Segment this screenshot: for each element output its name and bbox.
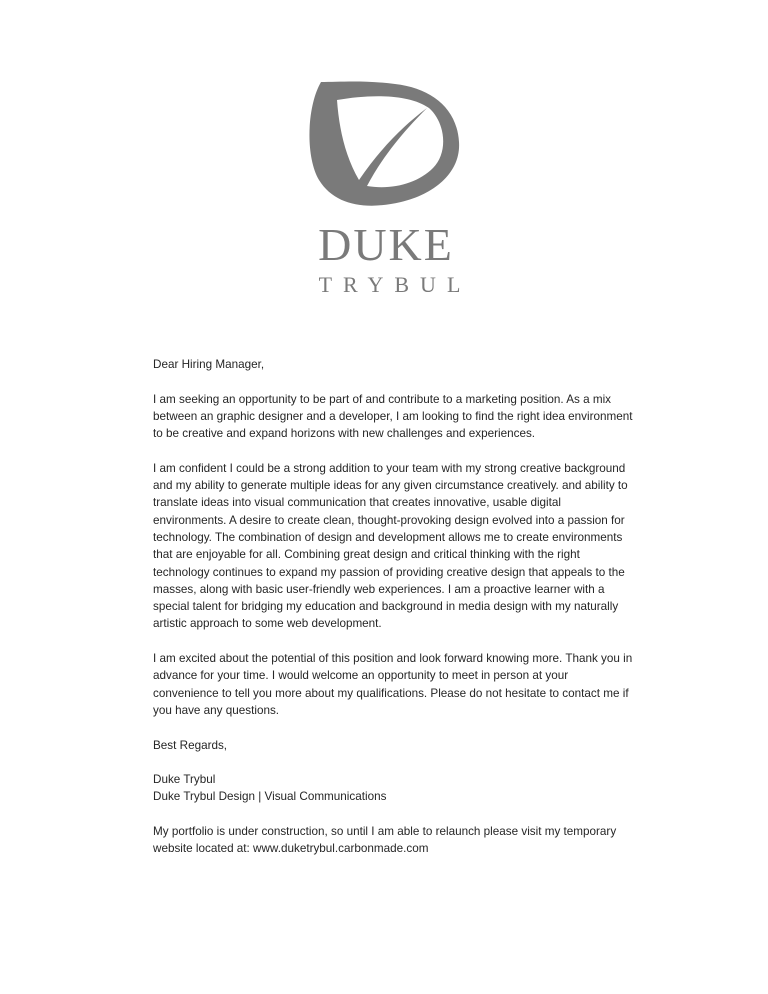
closing: Best Regards, bbox=[153, 738, 228, 752]
logo-wordmark-primary: DUKE bbox=[318, 219, 454, 270]
logo-wordmark-secondary: TRYBUL bbox=[318, 272, 472, 297]
paragraph-closing: I am excited about the potential of this position and look forward knowing more. Thank you in advance for your time. I would welcome an opportunity to meet in person at your convenience to tell you more about my qualifications. Please do not hesitate to contact me if you have any questions. bbox=[153, 652, 633, 717]
salutation: Dear Hiring Manager, bbox=[153, 358, 265, 371]
leaf-icon bbox=[305, 76, 463, 208]
signature-name: Duke Trybul bbox=[153, 773, 216, 787]
paragraph-qualifications: I am confident I could be a strong addition to your team with my strong creative background and my ability to generate multiple ideas for any given circumstance creatively. and ability to translate ideas into visual communication that creates innovative, usable digital environments. A desire to create clean, thought-provoking design evolved into a passion for technology. The combination of design and development allows me to create environments that are enjoyable for all. Combining great design and critical thinking with the right technology continues to expand my passion of providing creative design that appeals to the masses, along with basic user-friendly web experiences. I am a proactive learner with a special talent for bridging my education and background in media design with my naturally artistic approach to some web development. bbox=[153, 461, 628, 631]
letter-body bbox=[153, 356, 633, 875]
signature-company: Duke Trybul Design | Visual Communications bbox=[153, 790, 387, 804]
company-logo bbox=[0, 70, 768, 300]
postscript: My portfolio is under construction, so until I am able to relaunch please visit my temporary website located at: www.duketrybul.carbonmade.com bbox=[153, 825, 617, 856]
paragraph-intro: I am seeking an opportunity to be part of and contribute to a marketing position. As a mix between an graphic designer and a developer, I am looking to find the right idea environment to be creative and expand horizons with new challenges and experiences. bbox=[153, 392, 633, 441]
